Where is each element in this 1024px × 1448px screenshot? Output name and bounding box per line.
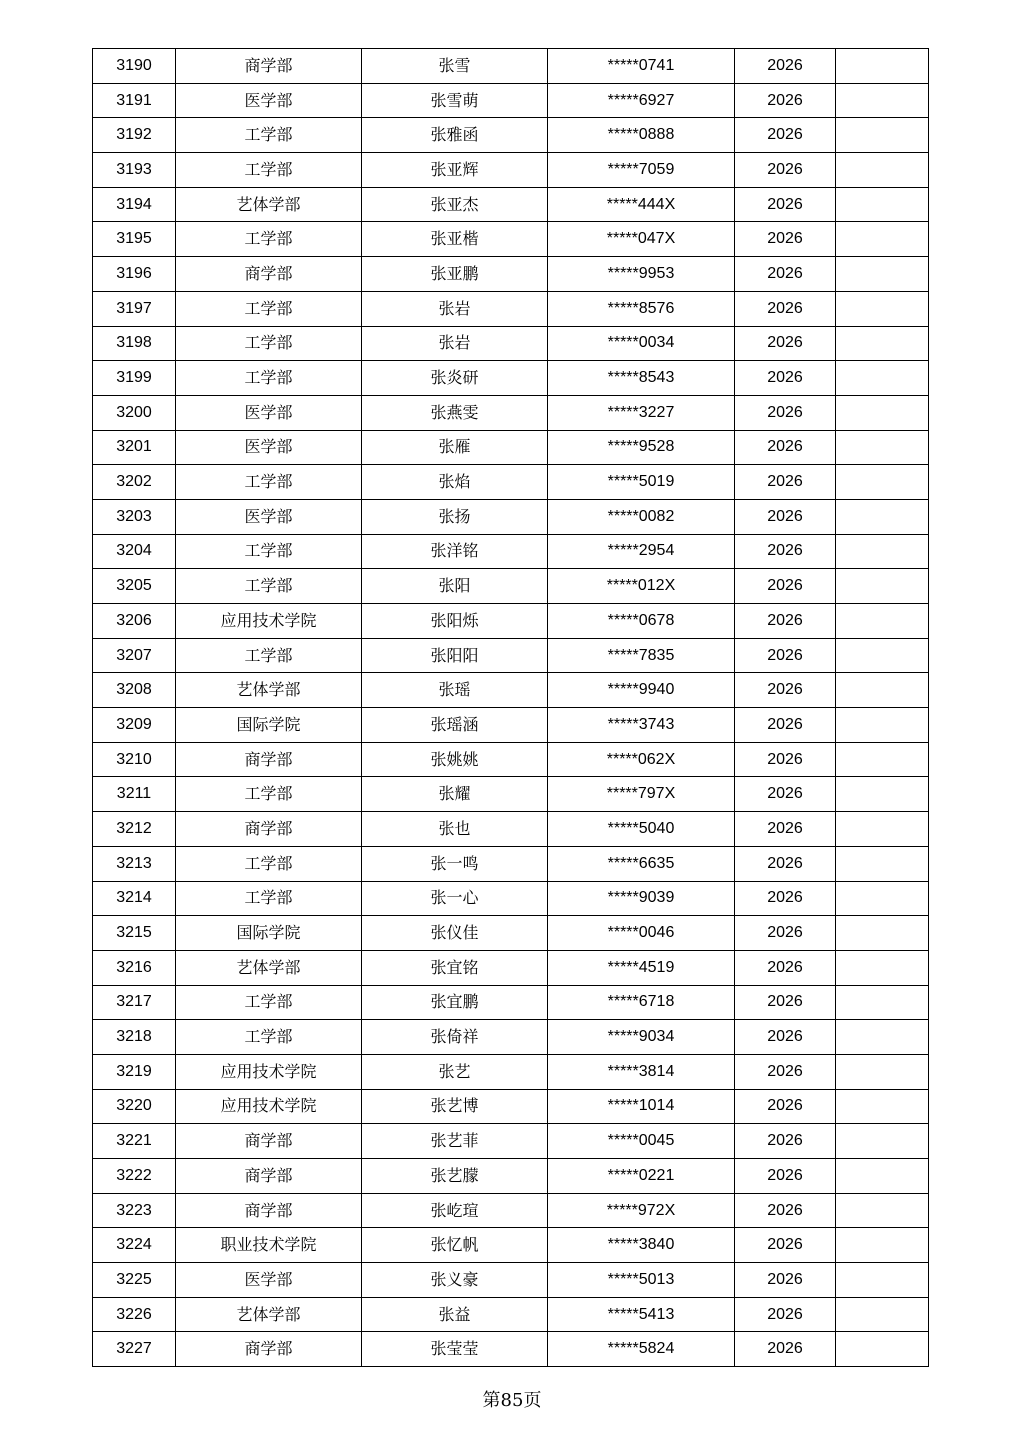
note-cell [836, 1020, 929, 1055]
masked-id-cell: *****0741 [548, 49, 735, 84]
note-cell [836, 846, 929, 881]
row-number-cell: 3218 [93, 1020, 176, 1055]
year-cell: 2026 [735, 985, 836, 1020]
department-cell: 工学部 [176, 361, 362, 396]
year-cell: 2026 [735, 673, 836, 708]
roster-body [93, 49, 929, 1367]
year-cell: 2026 [735, 1193, 836, 1228]
masked-id-cell: *****3840 [548, 1228, 735, 1263]
student-name-cell: 张燕雯 [362, 395, 548, 430]
row-number-cell: 3197 [93, 291, 176, 326]
table-row [93, 153, 929, 188]
year-cell: 2026 [735, 1228, 836, 1263]
masked-id-cell: *****9953 [548, 257, 735, 292]
year-cell: 2026 [735, 430, 836, 465]
department-cell: 工学部 [176, 569, 362, 604]
year-cell: 2026 [735, 118, 836, 153]
student-name-cell: 张一心 [362, 881, 548, 916]
department-cell: 工学部 [176, 881, 362, 916]
table-row [93, 1020, 929, 1055]
row-number-cell: 3191 [93, 83, 176, 118]
table-row [93, 326, 929, 361]
year-cell: 2026 [735, 1332, 836, 1367]
table-row [93, 1193, 929, 1228]
table-row [93, 812, 929, 847]
department-cell: 医学部 [176, 499, 362, 534]
table-row [93, 638, 929, 673]
student-name-cell: 张宜铭 [362, 950, 548, 985]
masked-id-cell: *****5824 [548, 1332, 735, 1367]
masked-id-cell: *****9940 [548, 673, 735, 708]
department-cell: 商学部 [176, 1124, 362, 1159]
note-cell [836, 257, 929, 292]
note-cell [836, 395, 929, 430]
table-row [93, 465, 929, 500]
department-cell: 工学部 [176, 222, 362, 257]
masked-id-cell: *****6718 [548, 985, 735, 1020]
year-cell: 2026 [735, 1263, 836, 1298]
roster-table [92, 48, 929, 1367]
student-name-cell: 张艺朦 [362, 1159, 548, 1194]
masked-id-cell: *****1014 [548, 1089, 735, 1124]
table-row [93, 1089, 929, 1124]
masked-id-cell: *****6927 [548, 83, 735, 118]
masked-id-cell: *****6635 [548, 846, 735, 881]
row-number-cell: 3213 [93, 846, 176, 881]
department-cell: 商学部 [176, 1159, 362, 1194]
note-cell [836, 1228, 929, 1263]
table-row [93, 1159, 929, 1194]
year-cell: 2026 [735, 708, 836, 743]
year-cell: 2026 [735, 534, 836, 569]
student-name-cell: 张益 [362, 1297, 548, 1332]
masked-id-cell: *****444X [548, 187, 735, 222]
note-cell [836, 1089, 929, 1124]
note-cell [836, 118, 929, 153]
department-cell: 医学部 [176, 83, 362, 118]
masked-id-cell: *****3227 [548, 395, 735, 430]
note-cell [836, 1193, 929, 1228]
row-number-cell: 3195 [93, 222, 176, 257]
department-cell: 国际学院 [176, 916, 362, 951]
department-cell: 商学部 [176, 812, 362, 847]
year-cell: 2026 [735, 465, 836, 500]
note-cell [836, 326, 929, 361]
note-cell [836, 1332, 929, 1367]
year-cell: 2026 [735, 499, 836, 534]
table-row [93, 534, 929, 569]
table-row [93, 187, 929, 222]
year-cell: 2026 [735, 395, 836, 430]
table-row [93, 742, 929, 777]
note-cell [836, 916, 929, 951]
row-number-cell: 3192 [93, 118, 176, 153]
year-cell: 2026 [735, 326, 836, 361]
note-cell [836, 1263, 929, 1298]
table-row [93, 1332, 929, 1367]
department-cell: 工学部 [176, 118, 362, 153]
masked-id-cell: *****047X [548, 222, 735, 257]
year-cell: 2026 [735, 638, 836, 673]
row-number-cell: 3217 [93, 985, 176, 1020]
table-row [93, 430, 929, 465]
table-row [93, 846, 929, 881]
student-name-cell: 张仪佳 [362, 916, 548, 951]
department-cell: 工学部 [176, 326, 362, 361]
table-row [93, 604, 929, 639]
note-cell [836, 1297, 929, 1332]
note-cell [836, 291, 929, 326]
table-row [93, 291, 929, 326]
masked-id-cell: *****0034 [548, 326, 735, 361]
student-name-cell: 张义豪 [362, 1263, 548, 1298]
year-cell: 2026 [735, 1159, 836, 1194]
row-number-cell: 3193 [93, 153, 176, 188]
masked-id-cell: *****7059 [548, 153, 735, 188]
note-cell [836, 604, 929, 639]
student-name-cell: 张亚辉 [362, 153, 548, 188]
note-cell [836, 534, 929, 569]
note-cell [836, 361, 929, 396]
masked-id-cell: *****2954 [548, 534, 735, 569]
note-cell [836, 950, 929, 985]
note-cell [836, 153, 929, 188]
row-number-cell: 3225 [93, 1263, 176, 1298]
department-cell: 艺体学部 [176, 950, 362, 985]
student-name-cell: 张雅函 [362, 118, 548, 153]
row-number-cell: 3194 [93, 187, 176, 222]
student-name-cell: 张莹莹 [362, 1332, 548, 1367]
student-name-cell: 张阳阳 [362, 638, 548, 673]
row-number-cell: 3205 [93, 569, 176, 604]
student-name-cell: 张亚楷 [362, 222, 548, 257]
row-number-cell: 3215 [93, 916, 176, 951]
student-name-cell: 张瑶涵 [362, 708, 548, 743]
masked-id-cell: *****7835 [548, 638, 735, 673]
masked-id-cell: *****5413 [548, 1297, 735, 1332]
note-cell [836, 673, 929, 708]
note-cell [836, 812, 929, 847]
department-cell: 商学部 [176, 742, 362, 777]
student-name-cell: 张一鸣 [362, 846, 548, 881]
student-name-cell: 张亚鹏 [362, 257, 548, 292]
row-number-cell: 3223 [93, 1193, 176, 1228]
masked-id-cell: *****797X [548, 777, 735, 812]
table-row [93, 499, 929, 534]
table-row [93, 1297, 929, 1332]
year-cell: 2026 [735, 153, 836, 188]
student-name-cell: 张雪 [362, 49, 548, 84]
row-number-cell: 3211 [93, 777, 176, 812]
masked-id-cell: *****9528 [548, 430, 735, 465]
year-cell: 2026 [735, 49, 836, 84]
year-cell: 2026 [735, 777, 836, 812]
row-number-cell: 3221 [93, 1124, 176, 1159]
note-cell [836, 777, 929, 812]
table-row [93, 83, 929, 118]
row-number-cell: 3219 [93, 1054, 176, 1089]
department-cell: 医学部 [176, 395, 362, 430]
note-cell [836, 708, 929, 743]
student-name-cell: 张屹瑄 [362, 1193, 548, 1228]
note-cell [836, 1124, 929, 1159]
student-name-cell: 张宜鹏 [362, 985, 548, 1020]
row-number-cell: 3222 [93, 1159, 176, 1194]
department-cell: 艺体学部 [176, 673, 362, 708]
year-cell: 2026 [735, 950, 836, 985]
masked-id-cell: *****5040 [548, 812, 735, 847]
table-row [93, 1228, 929, 1263]
masked-id-cell: *****062X [548, 742, 735, 777]
row-number-cell: 3203 [93, 499, 176, 534]
table-row [93, 395, 929, 430]
year-cell: 2026 [735, 569, 836, 604]
row-number-cell: 3212 [93, 812, 176, 847]
masked-id-cell: *****012X [548, 569, 735, 604]
page-number: 第85页 [482, 1390, 542, 1411]
student-name-cell: 张瑶 [362, 673, 548, 708]
row-number-cell: 3220 [93, 1089, 176, 1124]
masked-id-cell: *****9034 [548, 1020, 735, 1055]
department-cell: 应用技术学院 [176, 1054, 362, 1089]
department-cell: 工学部 [176, 985, 362, 1020]
student-name-cell: 张岩 [362, 326, 548, 361]
year-cell: 2026 [735, 83, 836, 118]
table-row [93, 1263, 929, 1298]
masked-id-cell: *****5013 [548, 1263, 735, 1298]
student-name-cell: 张亚杰 [362, 187, 548, 222]
row-number-cell: 3216 [93, 950, 176, 985]
department-cell: 国际学院 [176, 708, 362, 743]
department-cell: 商学部 [176, 1193, 362, 1228]
row-number-cell: 3226 [93, 1297, 176, 1332]
row-number-cell: 3196 [93, 257, 176, 292]
year-cell: 2026 [735, 604, 836, 639]
department-cell: 工学部 [176, 638, 362, 673]
department-cell: 工学部 [176, 153, 362, 188]
student-name-cell: 张岩 [362, 291, 548, 326]
student-name-cell: 张倚祥 [362, 1020, 548, 1055]
department-cell: 工学部 [176, 534, 362, 569]
row-number-cell: 3201 [93, 430, 176, 465]
student-name-cell: 张艺博 [362, 1089, 548, 1124]
masked-id-cell: *****5019 [548, 465, 735, 500]
note-cell [836, 1054, 929, 1089]
department-cell: 工学部 [176, 1020, 362, 1055]
table-row [93, 950, 929, 985]
masked-id-cell: *****0082 [548, 499, 735, 534]
student-name-cell: 张炎研 [362, 361, 548, 396]
department-cell: 商学部 [176, 257, 362, 292]
student-name-cell: 张姚姚 [362, 742, 548, 777]
row-number-cell: 3198 [93, 326, 176, 361]
row-number-cell: 3208 [93, 673, 176, 708]
student-name-cell: 张扬 [362, 499, 548, 534]
note-cell [836, 465, 929, 500]
row-number-cell: 3200 [93, 395, 176, 430]
note-cell [836, 881, 929, 916]
student-name-cell: 张阳 [362, 569, 548, 604]
year-cell: 2026 [735, 846, 836, 881]
department-cell: 工学部 [176, 777, 362, 812]
student-name-cell: 张耀 [362, 777, 548, 812]
table-row [93, 881, 929, 916]
row-number-cell: 3199 [93, 361, 176, 396]
table-row [93, 49, 929, 84]
year-cell: 2026 [735, 742, 836, 777]
year-cell: 2026 [735, 1124, 836, 1159]
masked-id-cell: *****972X [548, 1193, 735, 1228]
row-number-cell: 3210 [93, 742, 176, 777]
table-row [93, 777, 929, 812]
department-cell: 工学部 [176, 846, 362, 881]
year-cell: 2026 [735, 361, 836, 396]
row-number-cell: 3202 [93, 465, 176, 500]
student-name-cell: 张艺 [362, 1054, 548, 1089]
masked-id-cell: *****3743 [548, 708, 735, 743]
student-name-cell: 张雪萌 [362, 83, 548, 118]
masked-id-cell: *****3814 [548, 1054, 735, 1089]
table-row [93, 118, 929, 153]
department-cell: 工学部 [176, 291, 362, 326]
row-number-cell: 3204 [93, 534, 176, 569]
department-cell: 商学部 [176, 1332, 362, 1367]
note-cell [836, 985, 929, 1020]
note-cell [836, 742, 929, 777]
masked-id-cell: *****0221 [548, 1159, 735, 1194]
department-cell: 商学部 [176, 49, 362, 84]
student-name-cell: 张焰 [362, 465, 548, 500]
note-cell [836, 430, 929, 465]
department-cell: 应用技术学院 [176, 1089, 362, 1124]
masked-id-cell: *****4519 [548, 950, 735, 985]
note-cell [836, 83, 929, 118]
year-cell: 2026 [735, 1054, 836, 1089]
note-cell [836, 499, 929, 534]
table-row [93, 361, 929, 396]
note-cell [836, 222, 929, 257]
note-cell [836, 569, 929, 604]
masked-id-cell: *****8576 [548, 291, 735, 326]
department-cell: 应用技术学院 [176, 604, 362, 639]
table-row [93, 222, 929, 257]
student-name-cell: 张忆帆 [362, 1228, 548, 1263]
year-cell: 2026 [735, 812, 836, 847]
student-name-cell: 张艺菲 [362, 1124, 548, 1159]
row-number-cell: 3214 [93, 881, 176, 916]
department-cell: 工学部 [176, 465, 362, 500]
year-cell: 2026 [735, 291, 836, 326]
department-cell: 医学部 [176, 430, 362, 465]
table-row [93, 569, 929, 604]
masked-id-cell: *****0678 [548, 604, 735, 639]
year-cell: 2026 [735, 1089, 836, 1124]
masked-id-cell: *****8543 [548, 361, 735, 396]
year-cell: 2026 [735, 222, 836, 257]
student-name-cell: 张雁 [362, 430, 548, 465]
student-name-cell: 张也 [362, 812, 548, 847]
department-cell: 职业技术学院 [176, 1228, 362, 1263]
row-number-cell: 3227 [93, 1332, 176, 1367]
note-cell [836, 49, 929, 84]
year-cell: 2026 [735, 1297, 836, 1332]
row-number-cell: 3207 [93, 638, 176, 673]
student-name-cell: 张洋铭 [362, 534, 548, 569]
year-cell: 2026 [735, 916, 836, 951]
table-row [93, 673, 929, 708]
table-row [93, 257, 929, 292]
masked-id-cell: *****0045 [548, 1124, 735, 1159]
masked-id-cell: *****0888 [548, 118, 735, 153]
table-row [93, 916, 929, 951]
table-row [93, 985, 929, 1020]
table-row [93, 1124, 929, 1159]
year-cell: 2026 [735, 257, 836, 292]
masked-id-cell: *****0046 [548, 916, 735, 951]
masked-id-cell: *****9039 [548, 881, 735, 916]
department-cell: 艺体学部 [176, 1297, 362, 1332]
note-cell [836, 638, 929, 673]
student-name-cell: 张阳烁 [362, 604, 548, 639]
row-number-cell: 3206 [93, 604, 176, 639]
row-number-cell: 3224 [93, 1228, 176, 1263]
note-cell [836, 1159, 929, 1194]
table-row [93, 708, 929, 743]
row-number-cell: 3190 [93, 49, 176, 84]
table-row [93, 1054, 929, 1089]
department-cell: 医学部 [176, 1263, 362, 1298]
department-cell: 艺体学部 [176, 187, 362, 222]
row-number-cell: 3209 [93, 708, 176, 743]
note-cell [836, 187, 929, 222]
year-cell: 2026 [735, 881, 836, 916]
year-cell: 2026 [735, 1020, 836, 1055]
year-cell: 2026 [735, 187, 836, 222]
